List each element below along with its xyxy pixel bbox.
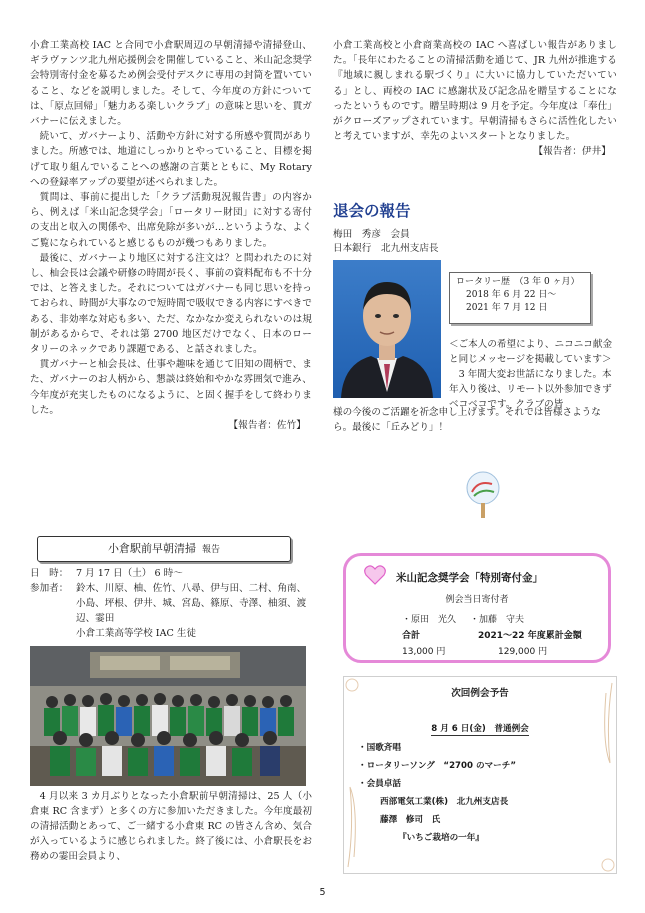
club-report-paragraph-2: 続いて、ガバナーより、活動や方針に対する所感や質問がありました。所感では、地道にしっかりとやっていること、目標を掲げて取り組んでいることへの感謝の言葉とともに、My Rotary への登録率アップの要望が述べられました。 <box>30 131 312 188</box>
agenda-item: ・国歌斉唱 <box>358 743 401 753</box>
total-label: 合計 <box>402 631 421 641</box>
date-label: 日 時： <box>30 568 69 579</box>
agenda-list <box>358 739 516 847</box>
participants-label: 参加者： <box>30 583 69 594</box>
annual-label: 2021～22 年度累計金額 <box>478 631 582 641</box>
member-portrait <box>333 260 441 398</box>
reporter-ii: 【報告者：伊井】 <box>533 146 611 158</box>
fund-title: 米山記念奨学会「特別寄付金」 <box>396 572 543 584</box>
speaker-company: 西部電気工業(株) 北九州支店長 <box>380 797 509 807</box>
cleanup-title-text: 小倉駅前早朝清掃 <box>107 542 196 555</box>
annual-value: 129,000 円 <box>498 647 548 657</box>
donor-list <box>402 612 538 625</box>
club-report-paragraph-5: 貫ガバナーと杣会長は、仕事や趣味を通じて旧知の間柄で、また、ガバナーのお人柄から、懇談は終始和やかな雰囲気で進み、今年度が充実したものになるように、と固く握手をして終わりました。 <box>30 359 312 416</box>
agenda-item: ・ロータリーソング “2700 のマーチ” <box>358 761 517 771</box>
speaker-name: 藤澤 修司 氏 <box>380 815 441 825</box>
next-meeting-title: 次回例会予告 <box>451 688 509 699</box>
message-tail: 様の今後のご活躍を祈念申し上げます。それでは皆様さようなら。最後に「丘みどり」！ <box>333 407 601 433</box>
cleanup-report-text: 4 月以来 3 カ月ぶりとなった小倉駅前早朝清掃は、25 人（小倉東 RC 含まず）と多くの方に参加いただきました。今年度最初の清掃活動とあって、ご一緒する小倉東 RC の皆さん含め、気合が入っているように感じられました。終了後には、小倉駅長をお務めの霎田会員より、 <box>30 791 312 862</box>
history-to: 2021 年 7 月 12 日 <box>466 303 548 313</box>
agenda-item: ・会員卓話 <box>358 779 401 789</box>
portrait-illustration <box>333 260 441 398</box>
cleanup-report-continued: 小倉工業高校と小倉商業高校の IAC へ喜ばしい報告がありました。「長年にわたることの清掃活動を通じて、JR 九州が推進する『地域に親しまれる駅づくり』に大いに協力していただいている」とし、両校の IAC に感謝状及び記念品を贈呈することになったというものです。贈呈時期は 9 月を予定。今年度は「奉仕」がクローズアップされています。早朝清掃もさらに活性化したいと考えていますが、幸先のよいスタートとなりました。 <box>333 40 617 143</box>
member-company: 日本銀行 北九州支店長 <box>333 243 439 254</box>
resignation-heading: 退会の報告 <box>333 202 411 220</box>
donor-kato: ・加藤 守夫 <box>470 615 525 625</box>
cleanup-title-suffix: 報告 <box>201 545 220 555</box>
history-from: 2018 年 6 月 22 日～ <box>466 290 557 300</box>
left-column <box>30 38 312 433</box>
resignation-message <box>449 337 619 412</box>
page-number: 5 <box>319 887 326 898</box>
cleanup-info <box>30 566 312 641</box>
message-head: ＜ご本人の希望により、ニコニコ献金と同じメッセージを掲載しています＞ <box>449 339 613 365</box>
next-meeting-date: 8 月 6 日(金) 普通例会 <box>431 724 529 734</box>
heart-icon <box>364 565 386 585</box>
group-photo-illustration <box>30 646 306 786</box>
club-report-paragraph-3: 質問は、事前に提出した「クラブ活動現況報告書」の内容から、例えば「米山記念奨学会」「ロータリー財団」に対する寄付の支出と収入の関係や、出席免除が多いが…というような、よくご覧になられていると感じるものが幾つもありました。 <box>30 192 312 249</box>
donor-harada: ・原田 光久 <box>402 615 457 625</box>
date-value: 7 月 17 日（土） 6 時～ <box>76 568 183 579</box>
member-name: 梅田 秀彦 会員 <box>333 229 410 240</box>
total-value: 13,000 円 <box>402 647 446 657</box>
rotary-history-box <box>449 272 591 324</box>
yoneyama-fund-box <box>343 553 611 663</box>
history-title: ロータリー歴 （3 年 0 ヶ月） <box>456 277 580 287</box>
club-report-paragraph-1: 小倉工業高校 IAC と合同で小倉駅周辺の早朝清掃や清掃登山、ギラヴァンツ北九州応援例会を開催していること、米山記念奨学会特別寄付金を募るため例会受付デスクに専用の封筒を置いていること、などを説明しました。そして、今年度の方針については、「原点回帰」「魅力ある楽しいクラブ」の意味と思いを、貫ガバナーに伝えました。 <box>30 40 312 128</box>
right-column <box>333 38 617 160</box>
participants-value: 鈴木、川原、柚、佐竹、八尋、伊与田、二村、角南、小島、坪根、伊井、城、宮島、篠原、寺澤、柚須、渡辺、霎田 <box>76 583 307 624</box>
uchiwa-fan-icon <box>462 470 504 520</box>
reporter-sataku: 【報告者：佐竹】 <box>228 420 306 432</box>
participants-extra: 小倉工業高等学校 IAC 生徒 <box>76 628 197 639</box>
cleanup-section-title <box>37 536 291 562</box>
fund-subtitle: 例会当日寄付者 <box>445 595 509 605</box>
message-body: 3 年間大変お世話になりました。本年入り後は、リモート以外参加できずベコベコです。クラブの皆 <box>449 369 612 410</box>
speaker-talk-title: 『いちご栽培の一年』 <box>398 833 484 843</box>
club-report-paragraph-4: 最後に、ガバナーより地区に対する注文は？と問われたのに対し、杣会長は会議や研修の時間が長く、事前の資料配布も不十分では、と答えました。それについてはガバナーも同じ思いを持っておられ、時間が大事なので短時間で吸収できる内容にすべきである、非効率な対応も多い、ただ、なかなか変えられないのは規制があるからで、それは第 2700 地区だけでなく、日本のロータリーのネックであり課題である、と話されました。 <box>30 252 312 356</box>
next-meeting-box <box>343 676 617 874</box>
resigning-member-info <box>333 228 439 256</box>
cleanup-group-photo <box>30 646 306 786</box>
